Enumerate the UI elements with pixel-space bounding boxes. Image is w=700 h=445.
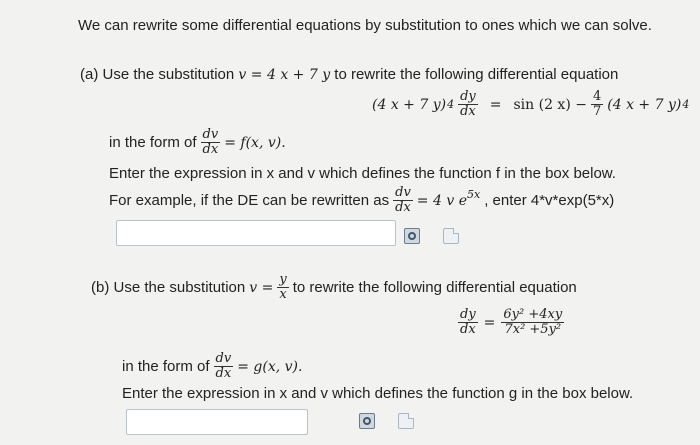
eq-equals: = bbox=[489, 96, 502, 113]
part-b-label: (b) Use the substitution bbox=[91, 279, 246, 296]
part-b-equation bbox=[458, 308, 564, 337]
part-a-form-frac: $\frac{dv}{dx}$ bbox=[202, 127, 219, 157]
eq-rhs-exp: 4 bbox=[682, 98, 690, 111]
example-frac: $\frac{dv}{dx}$ bbox=[395, 185, 411, 215]
part-a-label: (a) Use the substitution bbox=[80, 66, 235, 83]
intro-text: We can rewrite some differential equations by substitution to ones which we can solve. bbox=[78, 17, 652, 34]
part-a-instruction: to rewrite the following differential equation bbox=[334, 66, 619, 83]
preview-icon[interactable] bbox=[359, 413, 375, 429]
eq-dydx: $\frac{dy}{dx}$ bbox=[460, 89, 476, 119]
part-b-form-rhs: = g(x, v). bbox=[237, 358, 303, 375]
part-b-sub-v: v = bbox=[249, 279, 274, 296]
part-a-form-rhs: = f(x, v). bbox=[224, 134, 286, 151]
eq-rhs-frac: $\frac{4}{7}$ bbox=[592, 89, 602, 119]
part-a-form bbox=[109, 128, 286, 157]
part-a-example bbox=[109, 186, 614, 215]
part-a-substitution: v = 4 x + 7 y bbox=[238, 67, 331, 83]
part-b-line bbox=[91, 273, 577, 302]
help-page-icon[interactable] bbox=[443, 228, 459, 244]
part-b-form bbox=[122, 352, 302, 381]
eq-rhs-sin: sin (2 x) − bbox=[513, 96, 587, 113]
part-b-enter-text: Enter the expression in x and v which defines the function g in the box below. bbox=[122, 385, 634, 402]
eq-rhs-term: (4 x + 7 y) bbox=[607, 96, 682, 113]
part-a-form-prefix: in the form of bbox=[109, 134, 197, 151]
part-b-instruction: to rewrite the following differential equation bbox=[292, 279, 577, 296]
part-a-line bbox=[80, 66, 618, 83]
example-prefix: For example, if the DE can be rewritten as bbox=[109, 192, 390, 209]
part-b-dydx: $\frac{dy}{dx}$ bbox=[460, 307, 476, 337]
example-rhs: = 4 v e bbox=[416, 192, 467, 209]
preview-icon[interactable] bbox=[404, 228, 420, 244]
example-suffix: , enter 4*v*exp(5*x) bbox=[484, 192, 615, 209]
help-page-icon[interactable] bbox=[398, 413, 414, 429]
part-b-form-frac: $\frac{dv}{dx}$ bbox=[215, 351, 232, 381]
part-b-eq-equals: = bbox=[483, 314, 496, 331]
eq-lhs-exp: 4 bbox=[447, 98, 455, 111]
example-exp: 5x bbox=[466, 188, 481, 201]
part-b-form-prefix: in the form of bbox=[122, 358, 210, 375]
eq-lhs: (4 x + 7 y) bbox=[372, 96, 447, 113]
part-a-enter-text: Enter the expression in x and v which defines the function f in the box below. bbox=[109, 165, 616, 182]
part-a-answer-input[interactable] bbox=[116, 220, 396, 246]
part-b-sub-frac: $\frac{y}{x}$ bbox=[279, 272, 287, 302]
part-b-answer-input[interactable] bbox=[126, 409, 308, 435]
part-b-rhs-frac: $\frac{\text{6y² +4xy}}{\text{7x² +5y²}}$ bbox=[503, 307, 563, 337]
part-a-equation bbox=[372, 90, 689, 119]
